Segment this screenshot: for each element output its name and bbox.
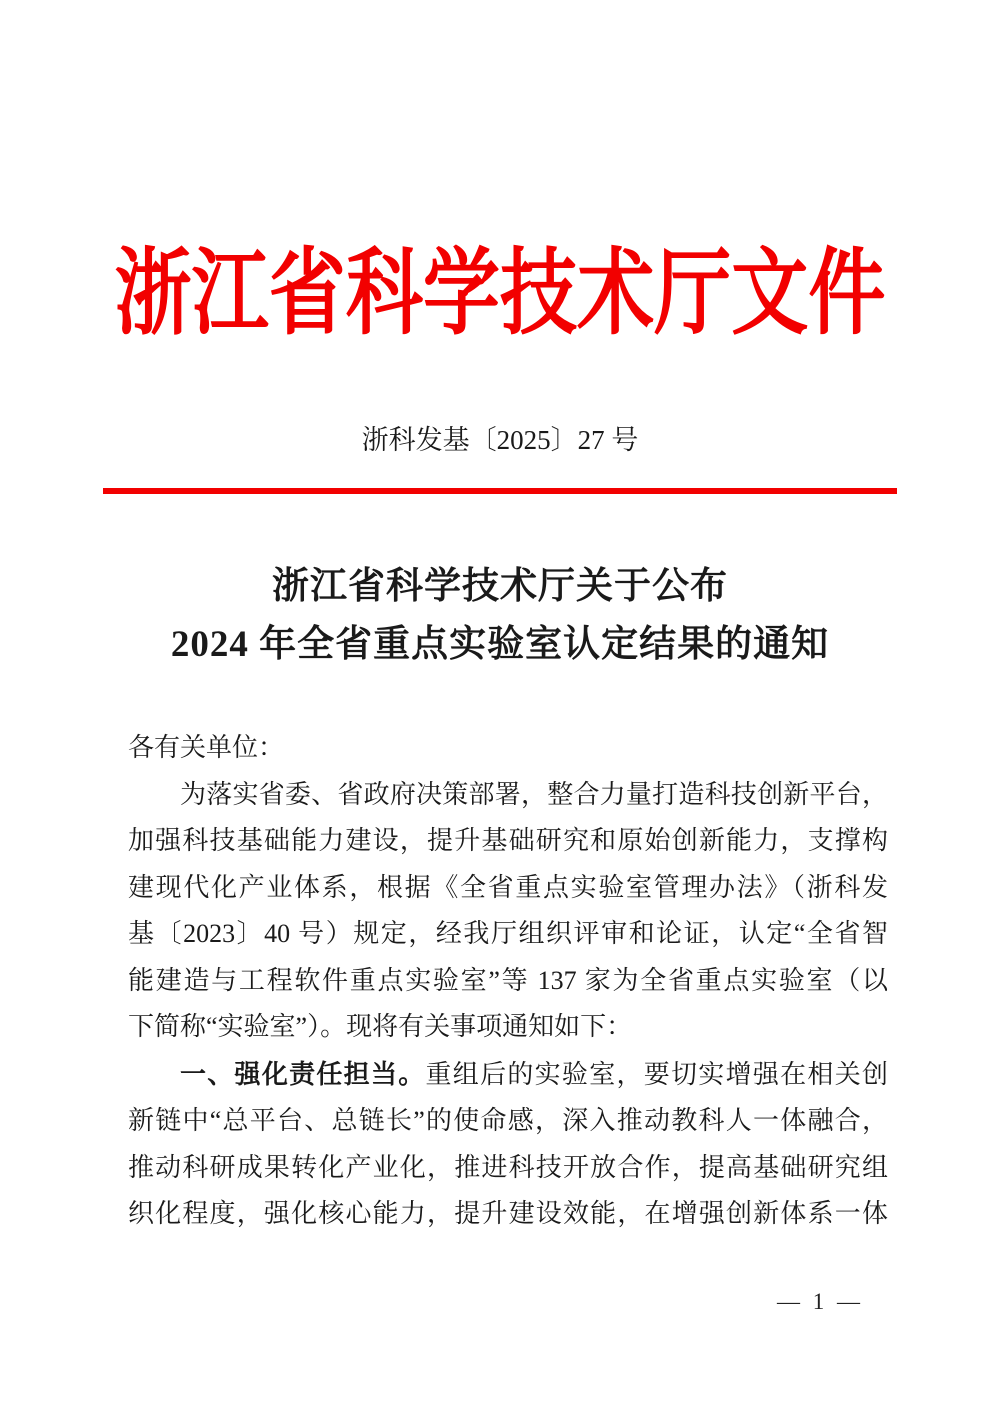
body-text: 织化程度，强化核心能力，提升建设效能，在增强创新体系一体 <box>128 1199 888 1228</box>
body-text: 加强科技基础能力建设，提升基础研究和原始创新能力，支撑构 <box>128 826 888 855</box>
document-masthead <box>0 238 1000 350</box>
body-line <box>128 1004 888 1051</box>
body-text: 建现代化产业体系，根据《全省重点实验室管理办法》（浙科发 <box>128 872 888 902</box>
red-divider-rule <box>103 488 897 494</box>
document-title-line2: 2024 年全省重点实验室认定结果的通知 <box>170 624 830 665</box>
body-line <box>128 725 888 772</box>
body-line <box>128 818 888 865</box>
body-text: 基〔2023〕40 号）规定，经我厅组织评审和论证，认定“全省智 <box>128 919 888 948</box>
document-body <box>128 725 888 1238</box>
body-text: 为落实省委、省政府决策部署，整合力量打造科技创新平台， <box>180 779 888 809</box>
body-line <box>128 865 888 912</box>
body-text: 重组后的实验室，要切实增强在相关创 <box>425 1059 888 1089</box>
body-text: 下简称“实验室”）。现将有关事项通知如下： <box>128 1012 633 1041</box>
body-line <box>128 1145 888 1192</box>
document-number: 浙科发基〔2025〕27 号 <box>361 425 639 455</box>
body-text: 各有关单位： <box>128 733 285 762</box>
body-line <box>128 772 888 819</box>
body-line <box>128 1191 888 1238</box>
document-title <box>0 558 1000 674</box>
body-line <box>128 958 888 1005</box>
body-text: 推动科研成果转化产业化，推进科技开放合作，提高基础研究组 <box>128 1152 888 1182</box>
masthead-title: 浙江省科学技术厅文件 <box>114 242 886 346</box>
body-line <box>128 1098 888 1145</box>
body-line <box>128 911 888 958</box>
body-text: 能建造与工程软件重点实验室”等 137 家为全省重点实验室（以 <box>128 965 888 995</box>
body-text: 新链中“总平台、总链长”的使命感，深入推动教科人一体融合， <box>128 1106 888 1135</box>
body-text-bold: 一、强化责任担当。 <box>180 1058 426 1089</box>
page-number: — 1 — <box>777 1289 860 1314</box>
body-line <box>128 1051 888 1099</box>
document-title-line1: 浙江省科学技术厅关于公布 <box>272 566 728 607</box>
